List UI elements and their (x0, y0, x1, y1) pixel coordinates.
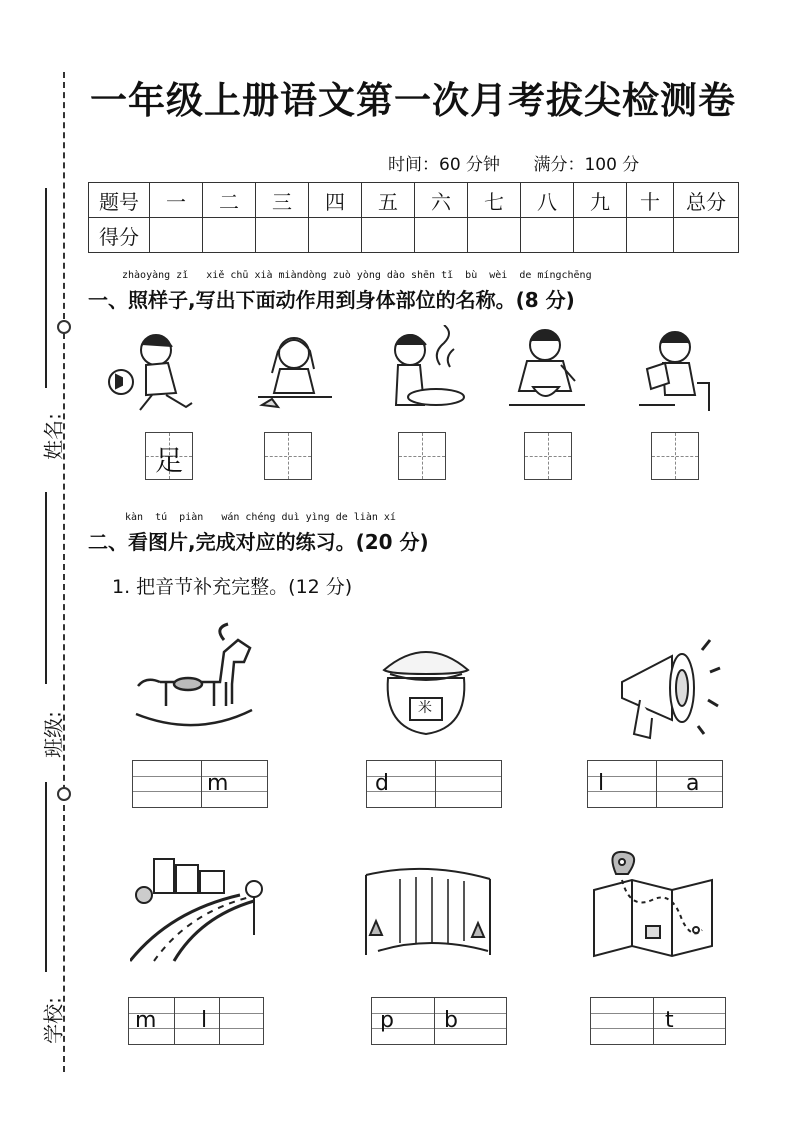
page-title: 一年级上册语文第一次月考拔尖检测卷 (90, 79, 736, 122)
pinyin-grid[interactable] (366, 760, 502, 808)
exam-info (388, 150, 667, 175)
binding-hole (57, 787, 71, 801)
row-label: 得分 (89, 218, 150, 253)
smelling-food-image (388, 325, 473, 420)
syllable-part: b (444, 1008, 458, 1033)
section1-pinyin: zhàoyàng zǐ xiě chū xià miàndòng zuò yòng dào shēn tǐ bù wèi de míngchēng (122, 270, 592, 281)
score-cell[interactable] (203, 218, 256, 253)
syllable-part: t (665, 1008, 674, 1033)
header-cell: 十 (627, 183, 674, 218)
section2-pinyin: kàn tú piàn wán chéng duì yìng de liàn xí (125, 512, 396, 523)
section2-sub1: 1. 把音节补充完整。(12 分) (112, 576, 353, 598)
binding-dashed-line (63, 72, 65, 1072)
grid-cell (174, 998, 220, 1044)
answer-grid[interactable] (524, 432, 572, 480)
answer-char: 足 (154, 444, 183, 477)
score-cell[interactable] (674, 218, 739, 253)
header-cell: 总分 (674, 183, 739, 218)
answer-grid[interactable] (264, 432, 312, 480)
syllable-part: l (598, 771, 605, 796)
name-line[interactable] (45, 188, 47, 388)
score-table (88, 182, 739, 253)
exam-full-score: 满分：100 分 (533, 155, 640, 175)
score-cell[interactable] (627, 218, 674, 253)
pinyin-grid[interactable] (132, 760, 268, 808)
header-cell: 三 (256, 183, 309, 218)
syllable-part: l (201, 1008, 208, 1033)
binding-hole (57, 320, 71, 334)
syllable-part: a (686, 771, 700, 796)
pinyin-grid[interactable] (587, 760, 723, 808)
pinyin-grid[interactable] (128, 997, 264, 1045)
header-cell: 二 (203, 183, 256, 218)
pinyin-grid[interactable] (371, 997, 507, 1045)
road-image (130, 855, 270, 963)
eating-noodles-image (505, 325, 590, 420)
header-cell: 题号 (89, 183, 150, 218)
name-label: 姓名: (41, 413, 66, 460)
score-cell[interactable] (521, 218, 574, 253)
section2-heading: 二、看图片,完成对应的练习。(20 分) (88, 530, 429, 554)
rocking-horse-image (130, 622, 255, 732)
folding-paper-image (252, 325, 337, 420)
syllable-part: p (380, 1008, 394, 1033)
syllable-part: m (135, 1008, 157, 1033)
header-cell: 四 (309, 183, 362, 218)
score-table-header-row (89, 183, 739, 218)
school-label: 学校: (41, 997, 66, 1044)
header-cell: 七 (468, 183, 521, 218)
answer-grid[interactable] (651, 432, 699, 480)
exam-time: 时间：60 分钟 (388, 155, 501, 175)
class-line[interactable] (45, 492, 47, 684)
class-label: 班级: (41, 711, 66, 758)
grid-cell (133, 761, 202, 807)
header-cell: 六 (415, 183, 468, 218)
answer-grid[interactable] (145, 432, 193, 480)
score-cell[interactable] (362, 218, 415, 253)
waterfall-image (360, 855, 500, 963)
header-cell: 九 (574, 183, 627, 218)
score-cell[interactable] (150, 218, 203, 253)
reading-book-image (635, 325, 720, 420)
score-table-score-row (89, 218, 739, 253)
pinyin-grid[interactable] (590, 997, 726, 1045)
rice-sack-image (376, 630, 476, 738)
syllable-part: m (207, 771, 229, 796)
score-cell[interactable] (574, 218, 627, 253)
score-cell[interactable] (256, 218, 309, 253)
syllable-part: d (375, 771, 389, 796)
score-cell[interactable] (415, 218, 468, 253)
header-cell: 八 (521, 183, 574, 218)
header-cell: 一 (150, 183, 203, 218)
grid-cell (591, 998, 654, 1044)
megaphone-image (612, 630, 722, 740)
header-cell: 五 (362, 183, 415, 218)
answer-grid[interactable] (398, 432, 446, 480)
rice-char: 米 (418, 700, 432, 716)
section1-heading: 一、照样子,写出下面动作用到身体部位的名称。(8 分) (88, 288, 575, 312)
school-line[interactable] (45, 782, 47, 972)
kicking-ball-image (104, 325, 204, 420)
score-cell[interactable] (468, 218, 521, 253)
map-image (586, 850, 721, 960)
score-cell[interactable] (309, 218, 362, 253)
